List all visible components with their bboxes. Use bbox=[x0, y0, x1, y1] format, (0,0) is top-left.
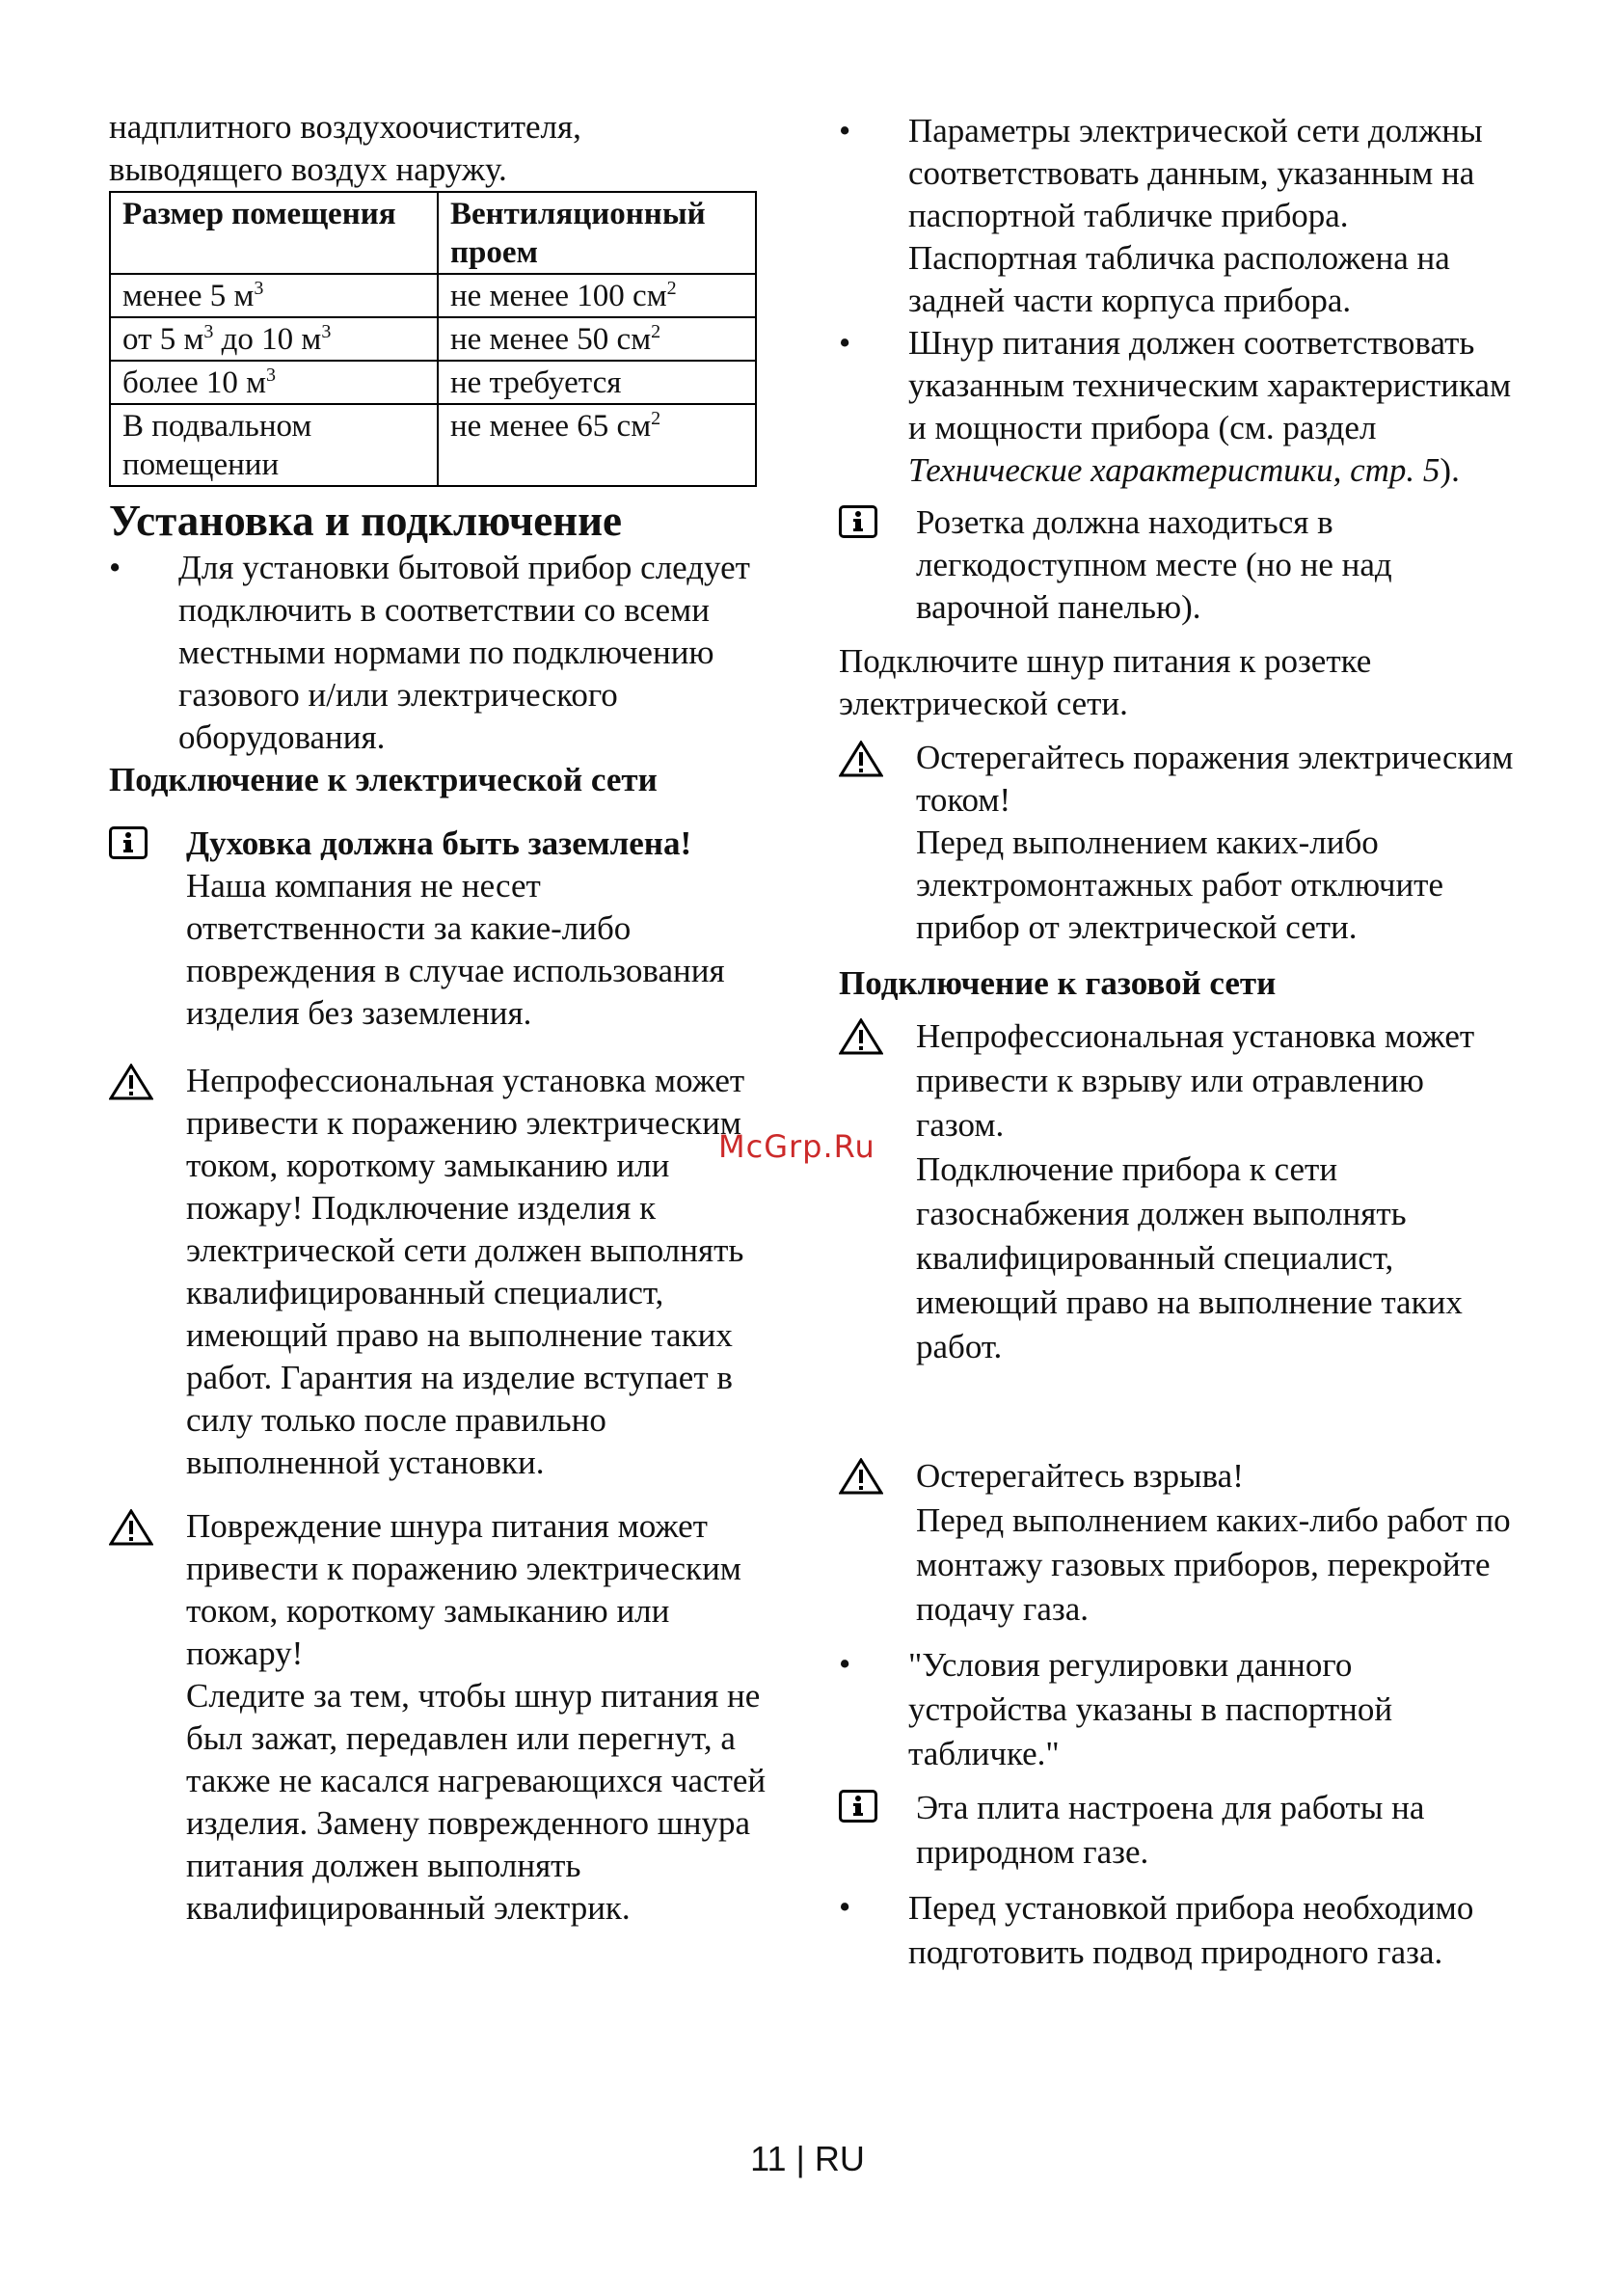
table-row bbox=[110, 404, 756, 486]
note-natural-gas-text: Эта плита настроена для работы на природном газе. bbox=[916, 1789, 1425, 1871]
warning-shock-text-2: Перед выполнением каких-либо электромонтажных работ отключите прибор от электрической сети. bbox=[916, 824, 1444, 946]
intro-line-1: надплитного воздухоочистителя, bbox=[109, 108, 581, 146]
warning-gas-text-2: Подключение прибора к сети газоснабжения должен выполнять квалифицированный специалист, имеющий право на выполнение таких работ. bbox=[916, 1150, 1463, 1365]
table-row bbox=[110, 361, 756, 404]
watermark: McGrp.Ru bbox=[718, 1128, 875, 1165]
note-socket-text: Розетка должна находиться в легкодоступном месте (но не над варочной панелью). bbox=[916, 503, 1392, 626]
section-title: Установка и подключение bbox=[109, 497, 623, 545]
info-icon bbox=[839, 505, 877, 538]
info-note-socket bbox=[839, 501, 1514, 629]
bullet-text-reference: Технические характеристики, стр. 5 bbox=[908, 451, 1440, 489]
warning-cord-text-2: Следите за тем, чтобы шнур питания не был зажат, передавлен или перегнут, а также не касался нагревающихся частей изделия. Замену поврежденного шнура питания должен выполнять квалифицированный электрик. bbox=[186, 1677, 767, 1927]
note-grounding-text: Наша компания не несет ответственности за какие-либо повреждения в случае использования изделия без заземления. bbox=[186, 867, 725, 1032]
info-icon bbox=[109, 826, 148, 859]
left-column bbox=[109, 106, 774, 1930]
bullet-marker: • bbox=[839, 1888, 851, 1926]
table-header-room-size: Размер помещения bbox=[110, 192, 438, 274]
bullet-text: Параметры электрической сети должны соответствовать данным, указанным на паспортной табличке прибора. Паспортная табличка расположена на задней части корпуса прибора. bbox=[908, 112, 1483, 319]
bullet-marker: • bbox=[839, 324, 851, 362]
table-cell-vent: не менее 50 $см^2$ bbox=[438, 317, 756, 361]
bullet-text: Шнур питания должен соответствовать указанным техническим характеристикам и мощности прибора (см. раздел bbox=[908, 324, 1512, 446]
warning-gas-text-1: Непрофессиональная установка может привести к взрыву или отравлению газом. bbox=[916, 1017, 1475, 1144]
info-note-grounding bbox=[109, 823, 774, 1035]
page-footer: 11 | RU bbox=[750, 2139, 865, 2178]
warning-shock bbox=[839, 737, 1514, 949]
right-column bbox=[839, 110, 1514, 1975]
table-cell-vent: не менее 100 $см^2$ bbox=[438, 274, 756, 317]
warning-cord bbox=[109, 1505, 774, 1930]
table-header-row bbox=[110, 192, 756, 274]
warning-icon bbox=[109, 1509, 153, 1546]
bullet-text: "Условия регулировки данного устройства указаны в паспортной табличке." bbox=[908, 1646, 1393, 1772]
bullet-marker: • bbox=[109, 549, 121, 586]
info-note-natural-gas bbox=[839, 1786, 1514, 1875]
gas-heading: Подключение к газовой сети bbox=[839, 964, 1277, 1002]
warning-install-text: Непрофессиональная установка может привести к поражению электрическим током, короткому замыканию или пожару! Подключение изделия к электрической сети должен выполнять квалифицированный специалист, имеющий право на выполнение таких работ. Гарантия на изделие вступает в силу только после правильно выполненной установки. bbox=[186, 1062, 745, 1481]
bullet-marker: • bbox=[839, 112, 851, 149]
table-cell-size: более 10 $м^3$ bbox=[110, 361, 438, 404]
note-grounding-title: Духовка должна быть заземлена! bbox=[186, 824, 692, 862]
table-row bbox=[110, 317, 756, 361]
ventilation-table bbox=[109, 191, 757, 487]
table-header-vent-opening: Вентиляционный проем bbox=[438, 192, 756, 274]
warning-shock-text-1: Остерегайтесь поражения электрическим током! bbox=[916, 739, 1514, 819]
table-cell-size: менее 5 $м^3$ bbox=[110, 274, 438, 317]
table-cell-vent: не требуется bbox=[438, 361, 756, 404]
warning-explosion-text-2: Перед выполнением каких-либо работ по монтажу газовых приборов, перекройте подачу газа. bbox=[916, 1501, 1511, 1628]
intro-line-2: выводящего воздух наружу. bbox=[109, 150, 507, 188]
electric-heading: Подключение к электрической сети bbox=[109, 761, 658, 798]
warning-explosion bbox=[839, 1454, 1514, 1632]
warning-icon bbox=[109, 1064, 153, 1100]
warning-gas bbox=[839, 1014, 1514, 1369]
warning-install bbox=[109, 1060, 774, 1484]
table-cell-size: В подвальном помещении bbox=[110, 404, 438, 486]
info-icon bbox=[839, 1790, 877, 1823]
connect-cord-text: Подключите шнур питания к розетке электрической сети. bbox=[839, 642, 1372, 722]
bullet-text: Для установки бытовой прибор следует подключить в соответствии со всеми местными нормами по подключению газового и/или электрического оборудования. bbox=[178, 549, 750, 756]
warning-explosion-text-1: Остерегайтесь взрыва! bbox=[916, 1457, 1244, 1495]
bullet-item bbox=[109, 547, 774, 759]
warning-icon bbox=[839, 741, 883, 777]
table-cell-vent: не менее 65 $см^2$ bbox=[438, 404, 756, 486]
warning-icon bbox=[839, 1018, 883, 1055]
bullet-item: • Шнур питания должен соответствовать указанным техническим характеристикам и мощности прибора (см. раздел Технические характеристики, стр. 5). bbox=[839, 324, 1512, 489]
bullet-item bbox=[839, 1643, 1514, 1776]
bullet-marker: • bbox=[839, 1645, 851, 1683]
table-row bbox=[110, 274, 756, 317]
bullet-text: Перед установкой прибора необходимо подготовить подвод природного газа. bbox=[908, 1889, 1474, 1971]
table-cell-size: от 5 $м^3$ до 10 $м^3$ bbox=[110, 317, 438, 361]
warning-icon bbox=[839, 1458, 883, 1495]
bullet-item bbox=[839, 110, 1514, 322]
warning-cord-text-1: Повреждение шнура питания может привести к поражению электрическим током, короткому замыканию или пожару! bbox=[186, 1507, 741, 1672]
bullet-item bbox=[839, 1886, 1514, 1975]
